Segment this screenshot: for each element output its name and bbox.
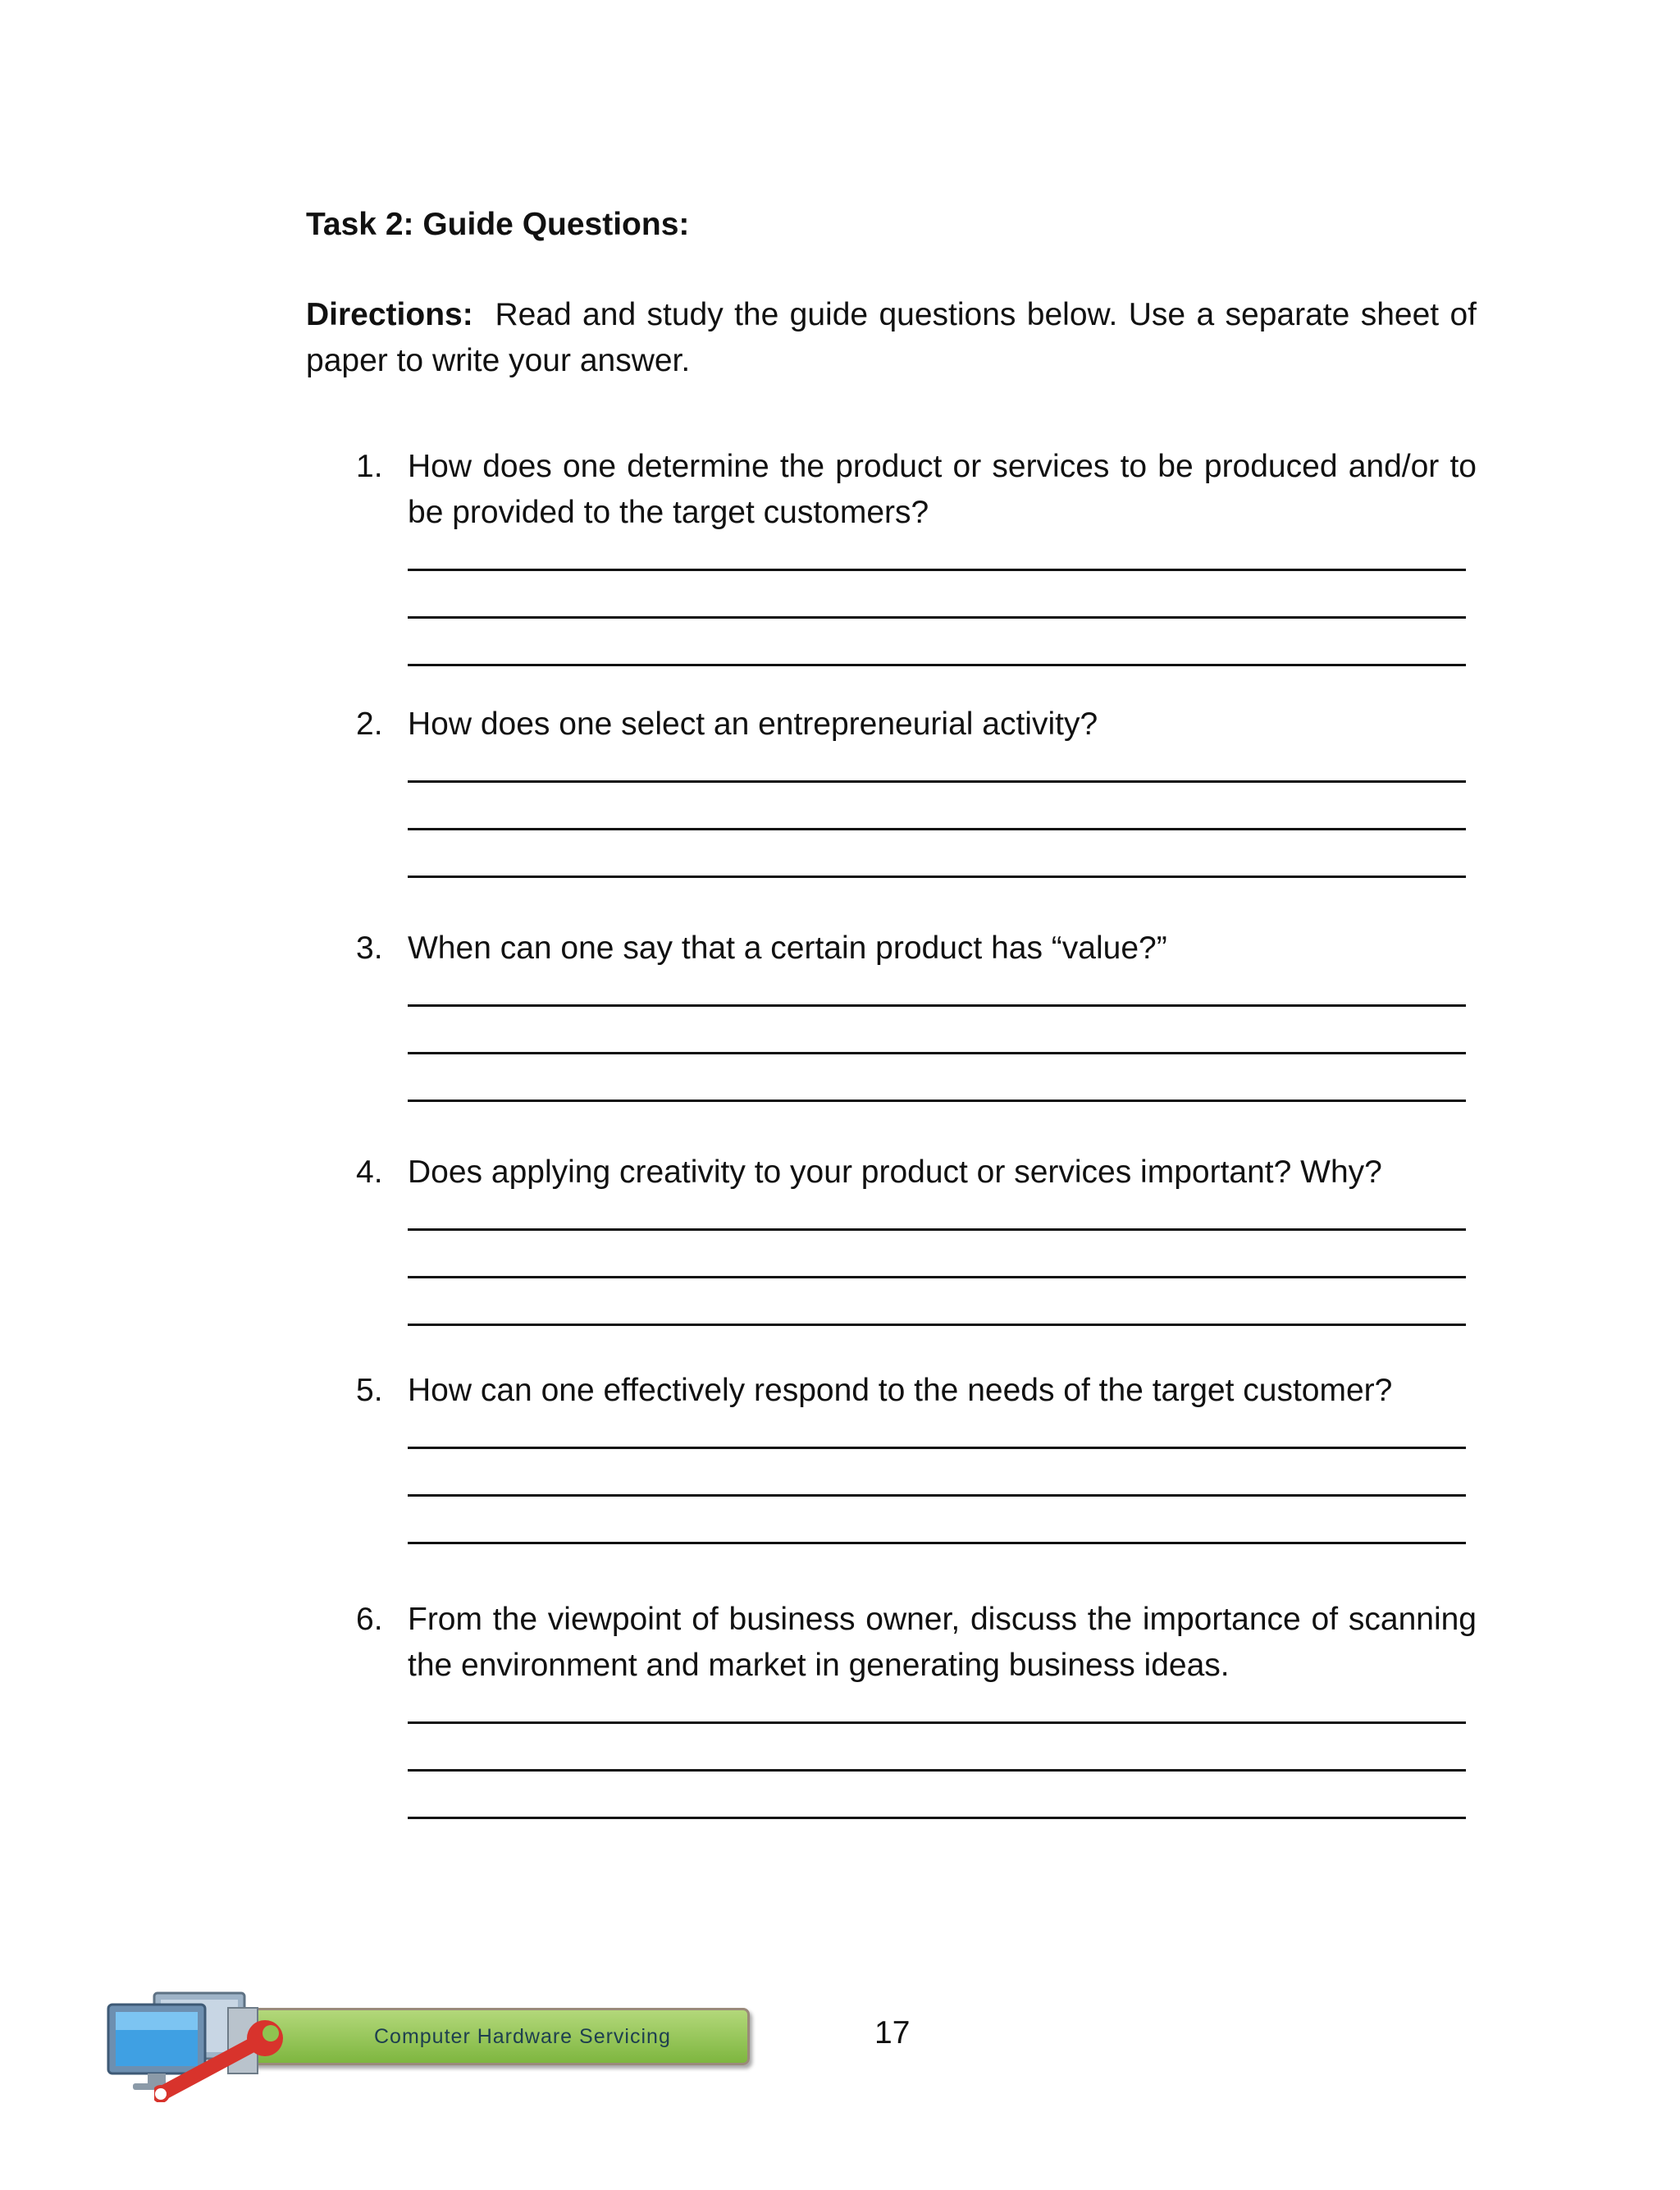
- question-text: When can one say that a certain product has “value?”: [408, 930, 1167, 966]
- question-number: 3.: [356, 930, 383, 966]
- answer-lines: [408, 536, 1466, 666]
- answer-line: [408, 1196, 1466, 1231]
- answer-line: [408, 1449, 1466, 1497]
- question-number: 1.: [356, 449, 383, 484]
- question-3: [356, 926, 1477, 1102]
- question-2: [356, 702, 1477, 878]
- directions-text: Read and study the guide questions below. Use a separate sheet of paper to write your answer.: [306, 297, 1477, 378]
- wrench-icon: [154, 2012, 343, 2102]
- page-number: 17: [874, 2015, 911, 2051]
- answer-line: [408, 1007, 1466, 1054]
- question-text: From the viewpoint of business owner, discuss the importance of scanning the environment and market in generating business ideas.: [408, 1602, 1477, 1683]
- answer-line: [408, 1278, 1466, 1326]
- question-4: [356, 1150, 1477, 1326]
- answer-line: [408, 619, 1466, 666]
- question-number: 6.: [356, 1602, 383, 1637]
- answer-line: [408, 748, 1466, 783]
- answer-line: [408, 1497, 1466, 1544]
- answer-line: [408, 536, 1466, 571]
- task-title: Task 2: Guide Questions:: [306, 207, 690, 242]
- answer-line: [408, 1054, 1466, 1102]
- directions: [306, 292, 1477, 384]
- course-logo: [105, 1991, 671, 2098]
- question-5: [356, 1368, 1477, 1544]
- answer-lines: [408, 1689, 1466, 1819]
- question-number: 4.: [356, 1154, 383, 1190]
- question-1: [356, 444, 1477, 666]
- question-6: [356, 1597, 1477, 1819]
- question-number: 5.: [356, 1373, 383, 1408]
- answer-line: [408, 1689, 1466, 1724]
- answer-line: [408, 830, 1466, 878]
- answer-line: [408, 571, 1466, 619]
- question-text: How does one select an entrepreneurial activity?: [408, 706, 1098, 742]
- question-text: How can one effectively respond to the needs of the target customer?: [408, 1373, 1393, 1408]
- logo-text: Computer Hardware Servicing: [374, 2025, 671, 2048]
- answer-line: [408, 972, 1466, 1007]
- directions-label: Directions:: [306, 297, 473, 332]
- answer-lines: [408, 748, 1466, 878]
- answer-line: [408, 783, 1466, 830]
- answer-line: [408, 1724, 1466, 1772]
- answer-line: [408, 1414, 1466, 1449]
- answer-line: [408, 1772, 1466, 1819]
- question-text: How does one determine the product or services to be produced and/or to be provided to the target customers?: [408, 449, 1477, 530]
- answer-lines: [408, 1414, 1466, 1544]
- answer-lines: [408, 1196, 1466, 1326]
- question-number: 2.: [356, 706, 383, 742]
- question-text: Does applying creativity to your product or services important? Why?: [408, 1154, 1382, 1190]
- answer-line: [408, 1231, 1466, 1278]
- answer-lines: [408, 972, 1466, 1102]
